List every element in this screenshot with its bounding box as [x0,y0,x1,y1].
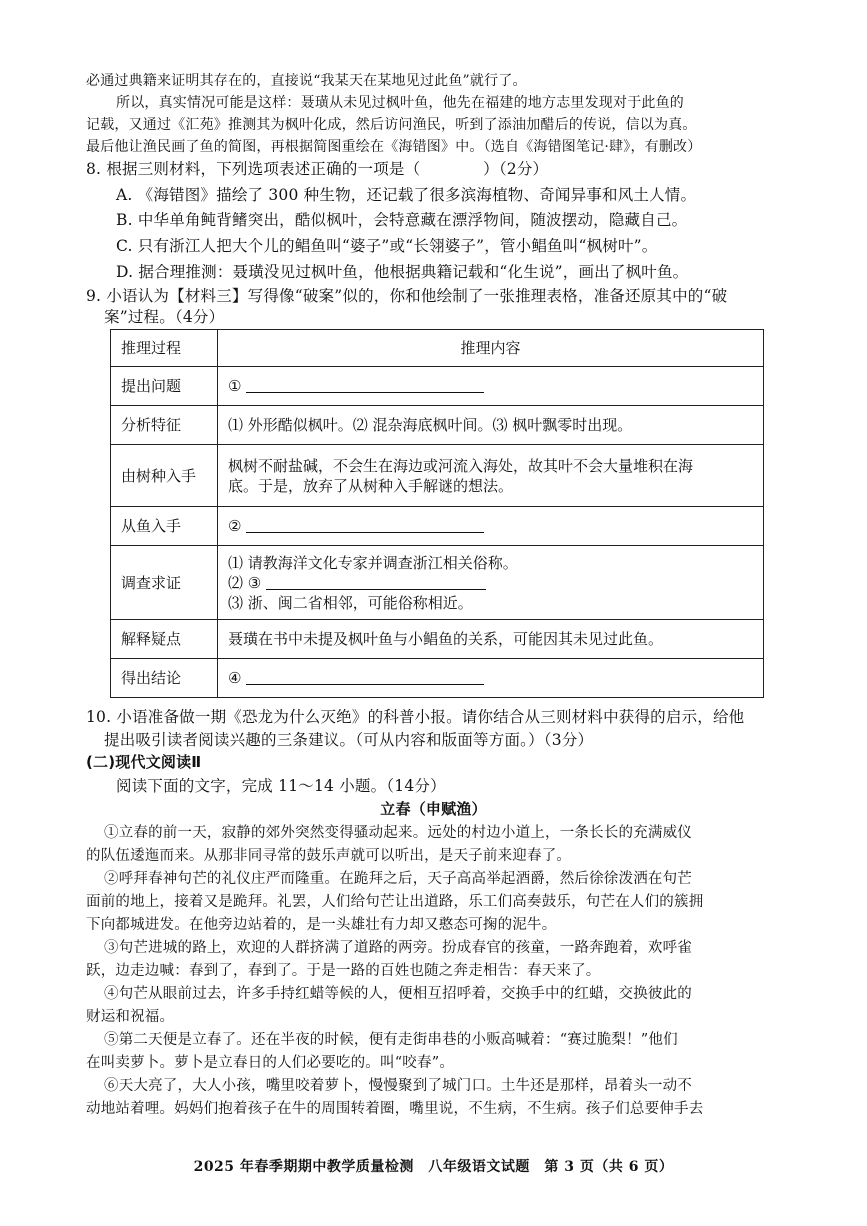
passage-line: 的队伍逶迤而来。从那非同寻常的鼓乐声就可以听出，是天子前来迎春了。 [86,848,572,864]
row-label: 调查求证 [111,546,218,620]
table-row [111,546,764,620]
material-source-line: 最后他让渔民画了鱼的简图，再根据简图重绘在《海错图》中。（选自《海错图笔记·肆》，有删改） [86,139,702,155]
answer-blank-3[interactable] [266,575,486,590]
question-8-option-a: A. 《海错图》描绘了 300 种生物，还记载了很多滨海植物、奇闻异事和风土人情。 [116,186,697,204]
table-header-cell: 推理过程 [111,330,218,367]
passage-title: 立春（申赋渔） [380,800,487,818]
answer-blank-2[interactable] [246,518,484,533]
row-label: 从鱼入手 [111,507,218,546]
question-8-option-c: C. 只有浙江人把大个儿的鲳鱼叫“婆子”或“长翎婆子”，管小鲳鱼叫“枫树叶”。 [116,237,658,255]
row-label: 由树种入手 [111,445,218,507]
passage-line: ②呼拜春神句芒的礼仪庄严而隆重。在跪拜之后，天子高高举起酒爵，然后徐徐泼洒在句芒 [104,871,692,887]
material-text-line: 必通过典籍来证明其存在的，直接说“我某天在某地见过此鱼”就行了。 [86,73,527,89]
passage-line: ①立春的前一天，寂静的郊外突然变得骚动起来。远处的村边小道上，一条长长的充满威仪 [104,825,692,841]
material-text-line: 所以，真实情况可能是这样：聂璜从未见过枫叶鱼，他先在福建的地方志里发现对于此鱼的 [116,95,684,111]
passage-line: 在叫卖萝卜。萝卜是立春日的人们必要吃的。叫“咬春”。 [86,1055,455,1071]
passage-line: ⑥天大亮了，大人小孩，嘴里咬着萝卜，慢慢聚到了城门口。土牛还是那样，昂着头一动不 [104,1078,692,1094]
row-content-line: ⑴ 请教海洋文化专家并调查浙江相关俗称。 [228,553,518,572]
section-heading: (二)现代文阅读Ⅱ [86,753,202,771]
question-8-option-d: D. 据合理推测：聂璜没见过枫叶鱼，他根据典籍记载和“化生说”，画出了枫叶鱼。 [116,263,689,281]
passage-line: 动地站着哩。妈妈们抱着孩子在牛的周围转着圈，嘴里说，不生病，不生病。孩子们总要伸手去 [86,1101,704,1117]
passage-line: 面前的地上，接着又是跪拜。礼罢，人们给句芒让出道路，乐工们高奏鼓乐，句芒在人们的簇拥 [86,894,704,910]
section-instruction: 阅读下面的文字，完成 11～14 小题。（14分） [116,777,446,795]
table-row [111,659,764,698]
passage-line: 下向都城进发。在他旁边站着的，是一头雄壮有力却又憨态可掬的泥牛。 [86,917,557,933]
row-content: ⑴ 外形酷似枫叶。⑵ 混杂海底枫叶间。⑶ 枫叶飘零时出现。 [218,406,764,445]
table-row [111,620,764,659]
row-label: 解释疑点 [111,620,218,659]
table-header-row [111,330,764,367]
table-header-cell: 推理内容 [218,330,764,367]
row-content [218,445,764,507]
row-content: 聂璜在书中未提及枫叶鱼与小鲳鱼的关系，可能因其未见过此鱼。 [218,620,764,659]
question-8-stem: 8. 根据三则材料，下列选项表述正确的一项是（ ）（2分） [86,160,549,178]
passage-line: 财运和祝福。 [86,1009,175,1025]
answer-marker: ⑵ ③ [228,573,262,592]
passage-line: ⑤第二天便是立春了。还在半夜的时候，便有走街串巷的小贩高喊着：“赛过脆梨！”他们 [104,1032,678,1048]
table-row [111,367,764,406]
row-content-line: 枫树不耐盐碱，不会生在海边或河流入海处，故其叶不会大量堆积在海 [228,456,694,475]
question-8-option-b: B. 中华单角鲀背鳍突出，酷似枫叶，会特意藏在漂浮物间，随波摆动，隐藏自己。 [116,211,688,229]
row-label: 得出结论 [111,659,218,698]
answer-blank-1[interactable] [246,378,484,393]
row-content [218,507,764,546]
row-label: 分析特征 [111,406,218,445]
answer-marker: ④ [228,669,242,687]
table-row [111,507,764,546]
row-content-line: 底。于是，放弃了从树种入手解谜的想法。 [228,476,514,495]
reasoning-table [110,329,764,698]
material-text-line: 记载，又通过《汇苑》推测其为枫叶化成，然后访问渔民，听到了添油加醋后的传说，信以为真。 [86,117,697,133]
passage-line: ③句芒进城的路上，欢迎的人群挤满了道路的两旁。扮成春官的孩童，一路奔跑着，欢呼雀 [104,940,692,956]
row-label: 提出问题 [111,367,218,406]
page-footer: 2025 年春季期期中教学质量检测 八年级语文试题 第 3 页（共 6 页） [193,1159,674,1175]
question-10-stem-cont: 提出吸引读者阅读兴趣的三条建议。（可从内容和版面等方面。）（3分） [104,731,594,749]
table-row [111,445,764,507]
table-row [111,406,764,445]
answer-marker: ② [228,517,242,535]
question-9-stem: 9. 小语认为【材料三】写得像“破案”似的，你和他绘制了一张推理表格，准备还原其中的“破 [86,287,728,305]
passage-line: ④句芒从眼前过去，许多手持红蜡等候的人，便相互招呼着，交换手中的红蜡，交换彼此的 [104,986,692,1002]
passage-line: 跃，边走边喊：春到了，春到了。于是一路的百姓也随之奔走相告：春天来了。 [86,963,601,979]
row-content-line: ⑶ 浙、闽二省相邻，可能俗称相近。 [228,593,473,612]
row-content [218,659,764,698]
row-content [218,367,764,406]
row-content [218,546,764,620]
question-10-stem: 10. 小语准备做一期《恐龙为什么灭绝》的科普小报。请你结合从三则材料中获得的启示，给他 [86,708,745,726]
question-9-stem-cont: 案”过程。（4分） [104,308,225,326]
answer-marker: ① [228,377,242,395]
answer-blank-4[interactable] [246,670,484,685]
row-content-line [228,573,753,593]
